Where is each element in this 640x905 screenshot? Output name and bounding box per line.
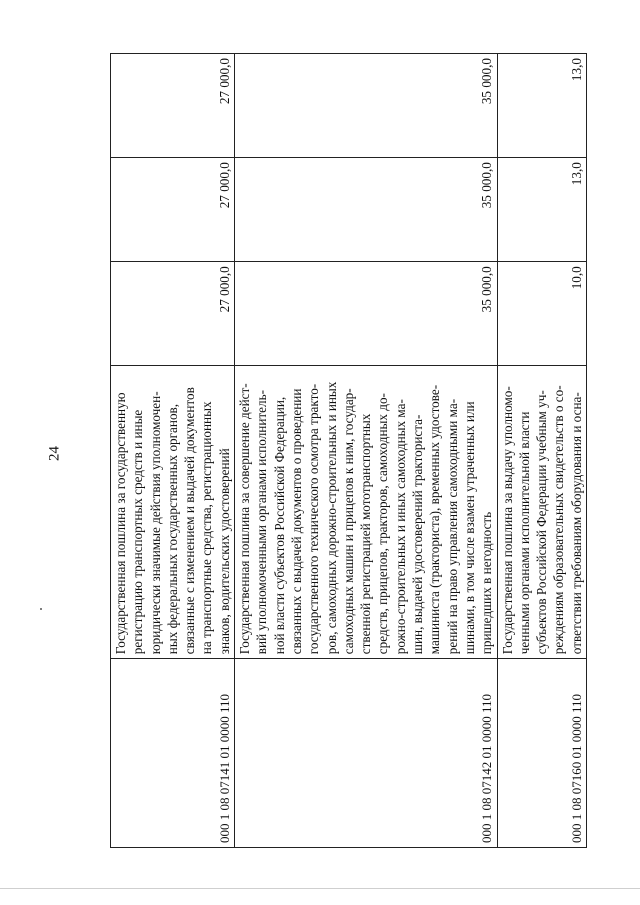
- name-line: самоходных машин и прицепов к ним, государ-: [340, 388, 356, 655]
- value-cell-year-3: 27 000,0: [111, 54, 235, 158]
- table-row: [235, 54, 497, 848]
- value-cell-year-1: 27 000,0: [111, 262, 235, 366]
- revenue-table: [110, 53, 587, 848]
- name-line: пришедших в негодность: [479, 511, 495, 655]
- name-line: юридически значимые действия уполномочен-: [147, 391, 163, 655]
- name-line: ственной регистрацией мототранспортных: [358, 413, 374, 655]
- value-cell-year-2: 27 000,0: [111, 158, 235, 262]
- value-cell-year-3: 35 000,0: [235, 54, 497, 158]
- name-line: государственного технического осмотра тракто-: [306, 383, 322, 655]
- name-line: связанные с изменением и выдачей документов: [182, 387, 198, 655]
- name-line: средств, прицепов, тракторов, самоходных до-: [375, 393, 391, 655]
- budget-code-cell: 000 1 08 07142 01 0000 110: [235, 659, 497, 848]
- name-line: шинами, в том числе взамен утраченных или: [461, 401, 477, 655]
- name-line: ной власти субъектов Российской Федерации,: [271, 396, 287, 655]
- name-line: рений на право управления самоходными ма-: [444, 398, 460, 655]
- table-row: [111, 54, 235, 848]
- name-line: шин, выдачей удостоверений тракториста-: [410, 414, 426, 655]
- value-cell-year-2: 13,0: [497, 158, 586, 262]
- name-line: Государственная пошлина за выдачу уполномо-: [499, 386, 515, 655]
- name-line: Государственная пошлина за государственную: [113, 392, 128, 655]
- name-line: связанных с выдачей документов о проведении: [288, 388, 304, 655]
- name-line: реждениям образовательных свидетельств о со-: [551, 385, 567, 655]
- name-line: рожно-строительных и иных самоходных ма-: [392, 399, 408, 655]
- name-line: ров, самоходных дорожно-строительных и иных: [323, 381, 339, 655]
- name-line: на транспортные средства, регистрационных: [199, 401, 215, 655]
- revenue-name-cell: [235, 366, 497, 659]
- budget-code-cell: 000 1 08 07141 01 0000 110: [111, 659, 235, 848]
- rotated-table-container: [110, 53, 595, 848]
- value-cell-year-3: 13,0: [497, 54, 586, 158]
- value-cell-year-2: 35 000,0: [235, 158, 497, 262]
- name-line: ченными органами исполнительной власти: [516, 411, 532, 655]
- name-line: ответствии требованиям оборудования и осна-: [568, 392, 584, 655]
- name-line: ных федеральных государственных органов,: [164, 403, 180, 655]
- name-line: вий уполномоченными органами исполнитель-: [254, 390, 270, 655]
- table-row: [497, 54, 586, 848]
- value-cell-year-1: 35 000,0: [235, 262, 497, 366]
- budget-code-cell: 000 1 08 07160 01 0000 110: [497, 659, 586, 848]
- name-line: машиниста (тракториста), временных удостове-: [427, 384, 443, 655]
- value-cell-year-1: 10,0: [497, 262, 586, 366]
- scan-speck: [40, 608, 42, 610]
- revenue-name-cell: [497, 366, 586, 659]
- name-line: знаков, водительских удостоверений: [216, 448, 232, 655]
- revenue-name-cell: [111, 366, 235, 659]
- name-line: Государственная пошлина за совершение дейст-: [237, 383, 253, 655]
- page-number: 24: [46, 446, 63, 461]
- page-bottom-edge: [0, 888, 640, 889]
- name-line: регистрацию транспортных средств и иные: [130, 409, 146, 655]
- name-line: субъектов Российской Федерации учебным уч-: [534, 390, 550, 655]
